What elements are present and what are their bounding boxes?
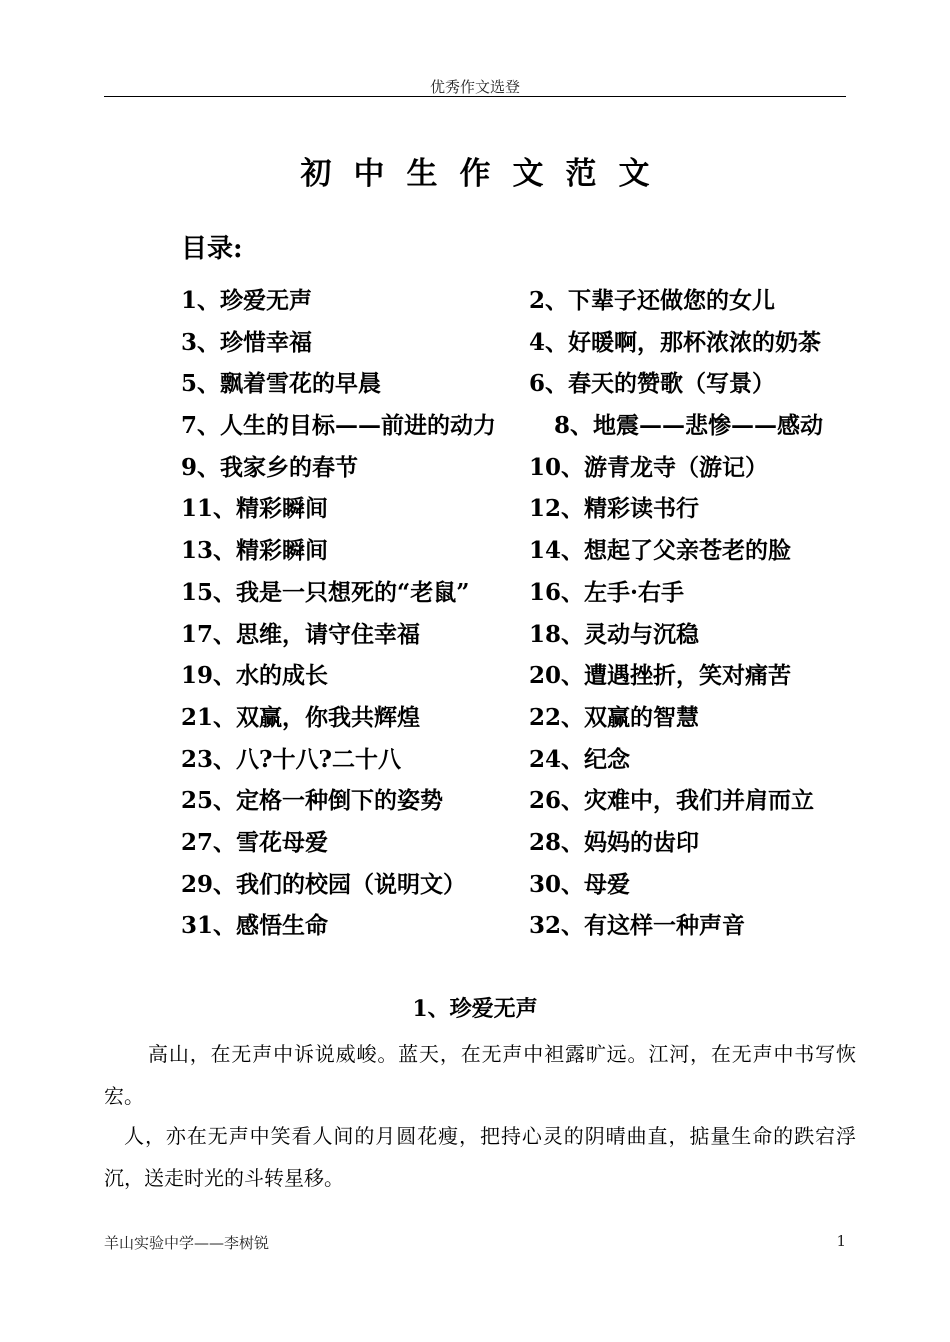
toc-entry[interactable]: 17、思维，请守住幸福 <box>181 620 421 648</box>
header-rule <box>104 96 846 97</box>
toc-entry[interactable]: 16、左手·右手 <box>529 578 685 606</box>
toc-entry[interactable]: 19、水的成长 <box>181 662 329 690</box>
toc-entry[interactable]: 31、感悟生命 <box>181 912 329 940</box>
toc-entry[interactable]: 27、雪花母爱 <box>181 828 329 856</box>
toc-entry[interactable]: 12、精彩读书行 <box>529 495 700 523</box>
toc-entry[interactable]: 14、想起了父亲苍老的脸 <box>529 537 792 565</box>
toc-row <box>181 324 861 366</box>
toc-entry[interactable]: 6、春天的赞歌（写景） <box>529 370 776 398</box>
toc-entry[interactable]: 23、八?十八?二十八 <box>181 745 401 773</box>
toc-entry[interactable]: 18、灵动与沉稳 <box>529 620 700 648</box>
toc-entry[interactable]: 22、双赢的智慧 <box>529 703 700 731</box>
toc-row <box>181 741 861 783</box>
toc-row <box>181 657 861 699</box>
toc-row <box>181 365 861 407</box>
toc-entry[interactable]: 25、定格一种倒下的姿势 <box>181 787 444 815</box>
toc-entry[interactable]: 26、灾难中，我们并肩而立 <box>529 787 815 815</box>
toc-entry[interactable]: 7、人生的目标——前进的动力 <box>181 412 497 440</box>
toc-entry[interactable]: 30、母爱 <box>529 870 631 898</box>
toc-entry[interactable]: 8、地震——悲惨——感动 <box>554 412 824 440</box>
toc-entry[interactable]: 29、我们的校园（说明文） <box>181 870 467 898</box>
toc-entry[interactable]: 20、遭遇挫折，笑对痛苦 <box>529 662 792 690</box>
essay-title: 1、珍爱无声 <box>412 996 538 1022</box>
toc-entry[interactable]: 5、飘着雪花的早晨 <box>181 370 382 398</box>
footer-author: 羊山实验中学——李树锐 <box>104 1234 270 1252</box>
toc-row <box>181 616 861 658</box>
toc-entry[interactable]: 24、纪念 <box>529 745 631 773</box>
toc-entry[interactable]: 28、妈妈的齿印 <box>529 828 700 856</box>
toc-entry[interactable]: 11、精彩瞬间 <box>181 495 329 523</box>
essay-paragraph: 高山，在无声中诉说威峻。蓝天，在无声中袒露旷远。江河，在无声中书写恢宏。 <box>104 1042 856 1108</box>
toc-row <box>181 907 861 949</box>
page-number: 1 <box>836 1232 846 1250</box>
toc-entry[interactable]: 10、游青龙寺（游记） <box>529 453 769 481</box>
toc-entry[interactable]: 13、精彩瞬间 <box>181 537 329 565</box>
toc-row <box>181 490 861 532</box>
toc-entry[interactable]: 3、珍惜幸福 <box>181 328 313 356</box>
toc-entry[interactable]: 15、我是一只想死的“老鼠” <box>181 578 470 606</box>
toc-row <box>181 699 861 741</box>
toc-entry[interactable]: 4、好暖啊，那杯浓浓的奶茶 <box>529 328 822 356</box>
toc-row <box>181 449 861 491</box>
toc-row <box>181 866 861 908</box>
toc-entry[interactable]: 9、我家乡的春节 <box>181 453 359 481</box>
toc-entry[interactable]: 2、下辈子还做您的女儿 <box>529 287 776 314</box>
toc-heading: 目录: <box>181 234 243 264</box>
toc-entry[interactable]: 32、有这样一种声音 <box>529 912 746 940</box>
toc-row <box>181 574 861 616</box>
toc-entry[interactable]: 1、珍爱无声 <box>181 287 313 314</box>
toc-row <box>181 407 861 449</box>
toc-row <box>181 282 861 324</box>
toc-entry[interactable]: 21、双赢，你我共辉煌 <box>181 703 421 731</box>
page-header: 优秀作文选登 <box>429 78 520 96</box>
toc-row <box>181 824 861 866</box>
toc-row <box>181 532 861 574</box>
toc-row <box>181 782 861 824</box>
table-of-contents <box>181 282 861 949</box>
essay-paragraph: 人，亦在无声中笑看人间的月圆花瘦，把持心灵的阴晴曲直，掂量生命的跌宕浮沉，送走时光的斗转星移。 <box>104 1124 856 1190</box>
document-title: 初中生作文范文 <box>300 156 672 192</box>
